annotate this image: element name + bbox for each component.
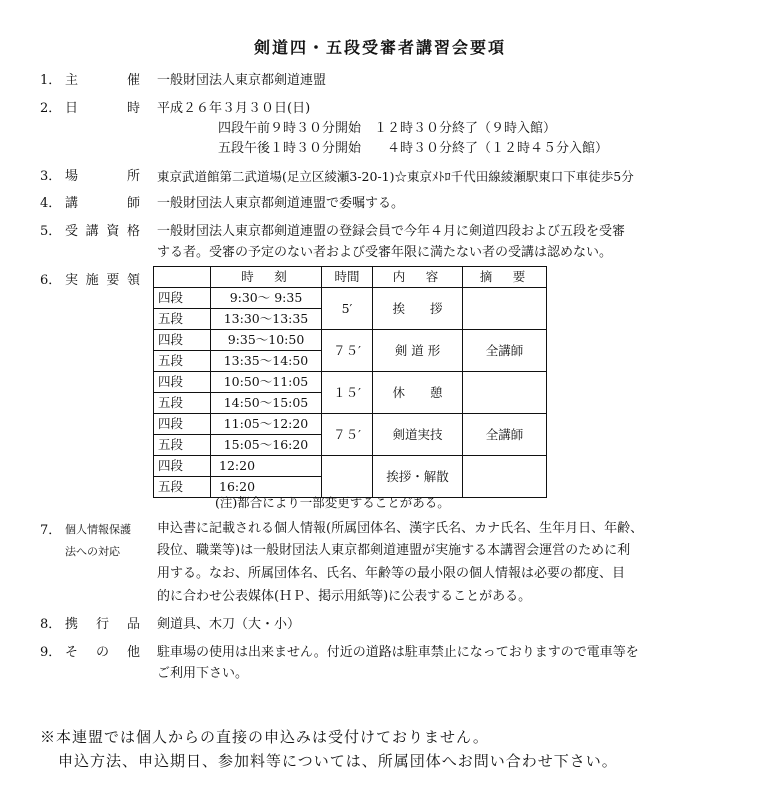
item-9-number: 9． xyxy=(40,645,62,660)
schedule-day: 四段 xyxy=(154,330,211,351)
schedule-duration: ７５′ xyxy=(322,330,373,372)
item-7-text-line-1: 申込書に記載される個人情報(所属団体名、漢字氏名、カナ氏名、生年月日、年齢、 xyxy=(157,521,644,536)
final-note-1: ※本連盟では個人からの直接の申込みは受付けておりません。 xyxy=(40,728,489,746)
item-9-text-line-2: ご利用下さい。 xyxy=(157,666,249,681)
item-7-label-line-1: 個人情報保護 xyxy=(65,523,131,536)
item-4-number: 4． xyxy=(40,196,62,211)
schedule-table xyxy=(153,266,547,498)
schedule-day: 四段 xyxy=(154,288,211,309)
schedule-time: 14:50〜15:05 xyxy=(211,393,322,414)
item-3-text: 東京武道館第二武道場(足立区綾瀬3-20-1)☆東京ﾒﾄﾛ千代田線綾瀬駅東口下車徒歩5分 xyxy=(157,169,634,184)
schedule-day: 五段 xyxy=(154,393,211,414)
item-1-text: 一般財団法人東京都剣道連盟 xyxy=(157,73,327,88)
item-4-text: 一般財団法人東京都剣道連盟で委嘱する。 xyxy=(157,196,405,211)
schedule-day: 五段 xyxy=(154,435,211,456)
item-4-label: 講 師 xyxy=(65,196,140,211)
table-row xyxy=(154,288,547,309)
item-9-text-line-1: 駐車場の使用は出来ません。付近の道路は駐車禁止になっておりますので電車等を xyxy=(157,645,639,660)
schedule-content: 剣道実技 xyxy=(373,414,463,456)
schedule-note: 全講師 xyxy=(463,330,547,372)
item-8-text: 剣道具、木刀（大・小） xyxy=(157,617,301,632)
schedule-day: 四段 xyxy=(154,372,211,393)
final-note-2: 申込方法、申込期日、参加料等については、所属団体へお問い合わせ下さい。 xyxy=(58,752,618,770)
item-9-label: そ の 他 xyxy=(65,645,140,660)
item-7-text-line-3: 用する。なお、所属団体名、氏名、年齢等の最小限の個人情報は必要の都度、目 xyxy=(157,566,626,581)
schedule-time: 13:35〜14:50 xyxy=(211,351,322,372)
item-7-number: 7． xyxy=(40,523,62,538)
item-1-label: 主 催 xyxy=(65,73,140,88)
item-5-number: 5． xyxy=(40,224,62,239)
item-7-label-line-2: 法への対応 xyxy=(65,545,120,558)
schedule-time: 10:50〜11:05 xyxy=(211,372,322,393)
item-7-text-line-2: 段位、職業等)は一般財団法人東京都剣道連盟が実施する本講習会運営のために利 xyxy=(157,543,631,558)
schedule-day: 四段 xyxy=(154,414,211,435)
schedule-duration: 5′ xyxy=(322,288,373,330)
schedule-day: 五段 xyxy=(154,477,211,498)
schedule-duration: ７５′ xyxy=(322,414,373,456)
schedule-time: 15:05〜16:20 xyxy=(211,435,322,456)
schedule-content: 挨 拶 xyxy=(373,288,463,330)
schedule-day: 五段 xyxy=(154,309,211,330)
item-6-number: 6． xyxy=(40,273,62,288)
item-5-text-line-2: する者。受審の予定のない者および受審年限に満たない者の受講は認めない。 xyxy=(157,245,613,260)
item-6-label: 実 施 要 領 xyxy=(65,273,140,288)
item-7-text-line-4: 的に合わせ公表媒体(ＨＰ、掲示用紙等)に公表することがある。 xyxy=(157,589,532,604)
schedule-day: 四段 xyxy=(154,456,211,477)
schedule-content: 挨拶・解散 xyxy=(373,456,463,498)
schedule-header-row xyxy=(154,267,547,288)
table-row xyxy=(154,414,547,435)
schedule-day: 五段 xyxy=(154,351,211,372)
item-2-date: 平成２６年３月３０日(日) xyxy=(157,101,311,116)
item-5-text-line-1: 一般財団法人東京都剣道連盟の登録会員で今年４月に剣道四段および五段を受審 xyxy=(157,224,626,239)
schedule-note xyxy=(463,288,547,330)
schedule-time: 9:35〜10:50 xyxy=(211,330,322,351)
document-title: 剣道四・五段受審者講習会要項 xyxy=(253,38,506,57)
schedule-header-note: 摘 要 xyxy=(463,267,547,288)
schedule-time: 12:20 xyxy=(211,456,322,477)
item-2-number: 2． xyxy=(40,101,62,116)
item-8-label: 携 行 品 xyxy=(65,617,140,632)
item-8-number: 8． xyxy=(40,617,62,632)
schedule-content: 休 憩 xyxy=(373,372,463,414)
item-3-label: 場 所 xyxy=(65,169,140,184)
schedule-header-blank xyxy=(154,267,211,288)
table-row xyxy=(154,330,547,351)
schedule-footnote: (注)都合により一部変更することがある。 xyxy=(215,495,450,510)
schedule-duration: １５′ xyxy=(322,372,373,414)
schedule-header-time: 時 刻 xyxy=(211,267,322,288)
item-2-label: 日 時 xyxy=(65,101,140,116)
schedule-note xyxy=(463,456,547,498)
schedule-time: 9:30〜 9:35 xyxy=(211,288,322,309)
item-2-godan-time: 五段午後１時３０分開始 ４時３０分終了（１２時４５分入館） xyxy=(218,141,609,156)
schedule-header-duration: 時間 xyxy=(322,267,373,288)
schedule-header-content: 内 容 xyxy=(373,267,463,288)
item-5-label: 受 講 資 格 xyxy=(65,224,140,239)
schedule-time: 13:30〜13:35 xyxy=(211,309,322,330)
schedule-content: 剣 道 形 xyxy=(373,330,463,372)
item-2-yondan-time: 四段午前９時３０分開始 １２時３０分終了（９時入館） xyxy=(218,121,557,136)
schedule-note: 全講師 xyxy=(463,414,547,456)
table-row xyxy=(154,372,547,393)
item-1-number: 1． xyxy=(40,73,62,88)
table-row xyxy=(154,456,547,477)
schedule-time: 11:05〜12:20 xyxy=(211,414,322,435)
item-3-number: 3． xyxy=(40,169,62,184)
schedule-time: 16:20 xyxy=(211,477,322,498)
schedule-note xyxy=(463,372,547,414)
schedule-duration xyxy=(322,456,373,498)
